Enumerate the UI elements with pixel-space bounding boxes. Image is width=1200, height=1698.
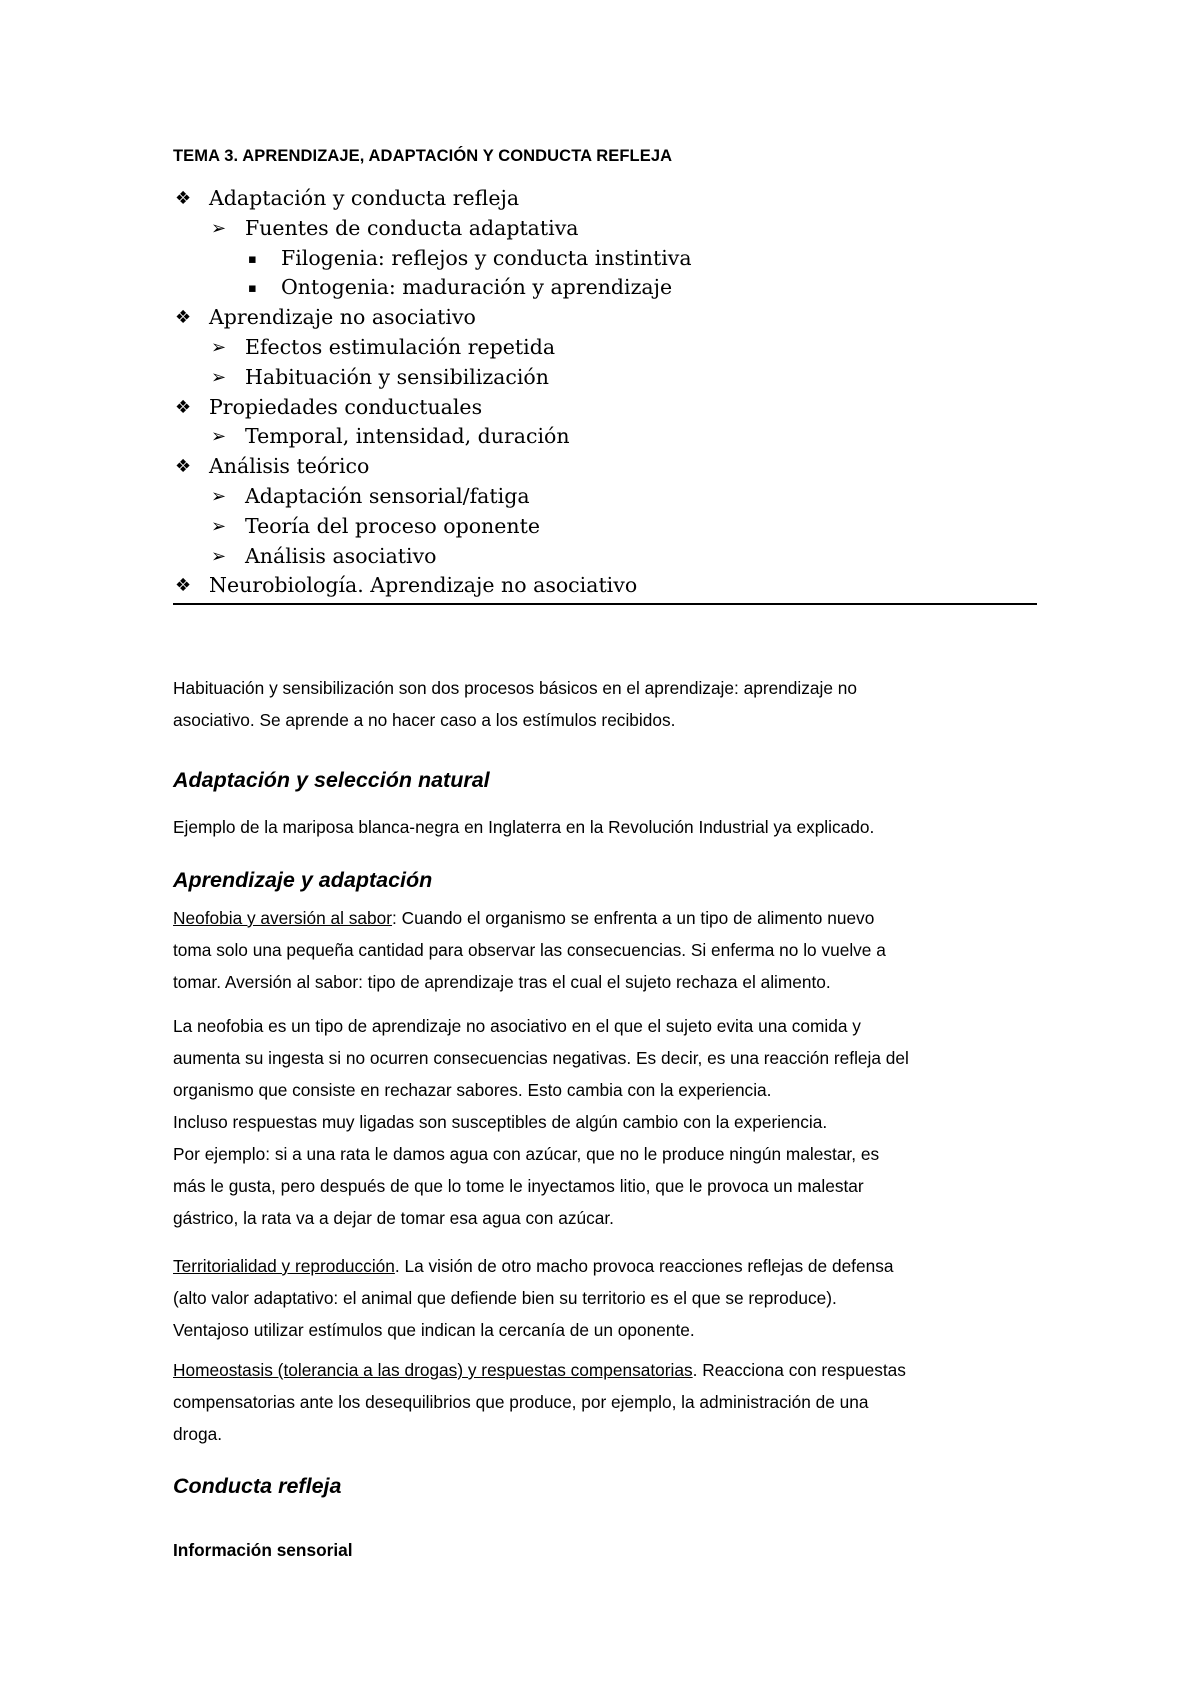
outline-item: [173, 303, 1037, 333]
heading-aprendizaje-adaptacion: Aprendizaje y adaptación: [173, 868, 433, 892]
document-title: TEMA 3. APRENDIZAJE, ADAPTACIÓN Y CONDUCTA REFLEJA: [173, 147, 673, 165]
outline-item-label: Teoría del proceso oponente: [245, 513, 540, 538]
outline-item: [173, 393, 1037, 423]
outline-item-label: Neurobiología. Aprendizaje no asociativo: [209, 573, 638, 598]
arrow-bullet-icon: ➢: [211, 366, 227, 388]
neofobia-line-rest: : Cuando el organismo se enfrenta a un tipo de alimento nuevo: [392, 908, 875, 928]
arrow-bullet-icon: ➢: [211, 217, 227, 239]
outline-item-label: Habituación y sensibilización: [245, 364, 549, 389]
arrow-bullet-icon: ➢: [211, 545, 227, 567]
outline-item: [173, 452, 1037, 482]
arrow-bullet-icon: ➢: [211, 426, 227, 448]
arrow-bullet-icon: ➢: [211, 485, 227, 507]
arrow-bullet-icon: ➢: [211, 336, 227, 358]
outline-item: [173, 422, 1037, 452]
heading-adaptacion-seleccion: Adaptación y selección natural: [173, 768, 490, 792]
outline-item-label: Análisis asociativo: [245, 543, 437, 568]
outline-item-label: Análisis teórico: [209, 454, 370, 479]
outline-item: [173, 512, 1037, 542]
diamond-bullet-icon: ❖: [175, 396, 192, 418]
outline-item: [173, 214, 1037, 244]
diamond-bullet-icon: ❖: [175, 188, 192, 209]
neofobia-detail-line: gástrico, la rata va a dejar de tomar esa agua con azúcar.: [173, 1208, 614, 1228]
outline-item: [173, 482, 1037, 512]
outline-item: [173, 244, 1037, 274]
intro-paragraph: [173, 672, 1037, 736]
neofobia-line: toma solo una pequeña cantidad para observar las consecuencias. Si enferma no lo vuelve a: [173, 940, 886, 960]
outline-item: [173, 571, 1037, 601]
seleccion-line: Ejemplo de la mariposa blanca-negra en Inglaterra en la Revolución Industrial ya explicado.: [173, 817, 875, 837]
outline-item-label: Ontogenia: maduración y aprendizaje: [281, 275, 673, 300]
neofobia-term: Neofobia y aversión al sabor: [173, 908, 393, 928]
diamond-bullet-icon: ❖: [175, 575, 192, 597]
territorialidad-line: (alto valor adaptativo: el animal que defiende bien su territorio es el que se reproduce).: [173, 1288, 837, 1308]
neofobia-detail-line: Incluso respuestas muy ligadas son susceptibles de algún cambio con la experiencia.: [173, 1112, 828, 1132]
territorialidad-line: [173, 1250, 1037, 1282]
diamond-bullet-icon: ❖: [175, 307, 192, 329]
outline-item-label: Aprendizaje no asociativo: [209, 305, 476, 330]
seleccion-paragraph: [173, 811, 1037, 843]
outline-item: [173, 333, 1037, 363]
intro-line: Habituación y sensibilización son dos procesos básicos en el aprendizaje: aprendizaje no: [173, 678, 857, 698]
neofobia-detail-line: más le gusta, pero después de que lo tome le inyectamos litio, que le provoca un malestar: [173, 1176, 864, 1196]
neofobia-detail-line: La neofobia es un tipo de aprendizaje no asociativo en el que el sujeto evita una comida y: [173, 1016, 861, 1036]
outline-item-label: Adaptación y conducta refleja: [209, 186, 520, 210]
square-bullet-icon: ▪: [248, 251, 257, 267]
square-bullet-icon: ▪: [248, 281, 257, 297]
outline-item-label: Temporal, intensidad, duración: [245, 424, 570, 449]
arrow-bullet-icon: ➢: [211, 515, 227, 537]
outline-item-label: Adaptación sensorial/fatiga: [245, 483, 530, 508]
outline-item-label: Filogenia: reflejos y conducta instintiva: [281, 245, 692, 270]
neofobia-line: tomar. Aversión al sabor: tipo de aprendizaje tras el cual el sujeto rechaza el alimento.: [173, 972, 831, 992]
neofobia-paragraph: [173, 902, 1037, 998]
homeostasis-line: droga.: [173, 1424, 223, 1444]
territorialidad-line-rest: . La visión de otro macho provoca reacciones reflejas de defensa: [394, 1256, 894, 1276]
outline-item: [173, 542, 1037, 572]
outline-item: [173, 184, 1037, 214]
territorialidad-paragraph: [173, 1250, 1037, 1346]
outline-item-label: Fuentes de conducta adaptativa: [245, 215, 579, 240]
homeostasis-paragraph: [173, 1354, 1037, 1450]
homeostasis-line-rest: . Reacciona con respuestas: [692, 1360, 906, 1380]
neofobia-detail-paragraph: [173, 1010, 1037, 1234]
homeostasis-line: [173, 1354, 1037, 1386]
subheading-informacion-sensorial: Información sensorial: [173, 1540, 353, 1560]
outline-item-label: Efectos estimulación repetida: [245, 334, 556, 359]
intro-line: asociativo. Se aprende a no hacer caso a los estímulos recibidos.: [173, 710, 676, 730]
homeostasis-term: Homeostasis (tolerancia a las drogas) y respuestas compensatorias: [173, 1360, 693, 1380]
territorialidad-term: Territorialidad y reproducción: [173, 1256, 395, 1276]
neofobia-detail-line: Por ejemplo: si a una rata le damos agua con azúcar, que no le produce ningún malestar, es: [173, 1144, 880, 1164]
outline-item-label: Propiedades conductuales: [209, 394, 483, 419]
neofobia-detail-line: organismo que consiste en rechazar sabores. Esto cambia con la experiencia.: [173, 1080, 772, 1100]
topic-outline: [173, 184, 1037, 605]
outline-item: [173, 273, 1037, 303]
territorialidad-line: Ventajoso utilizar estímulos que indican la cercanía de un oponente.: [173, 1320, 695, 1340]
diamond-bullet-icon: ❖: [175, 456, 192, 478]
neofobia-detail-line: aumenta su ingesta si no ocurren consecuencias negativas. Es decir, es una reacción refleja del: [173, 1048, 909, 1068]
neofobia-line: [173, 902, 1037, 934]
heading-conducta-refleja: Conducta refleja: [173, 1474, 342, 1498]
outline-item: [173, 363, 1037, 393]
homeostasis-line: compensatorias ante los desequilibrios que produce, por ejemplo, la administración de una: [173, 1392, 869, 1412]
